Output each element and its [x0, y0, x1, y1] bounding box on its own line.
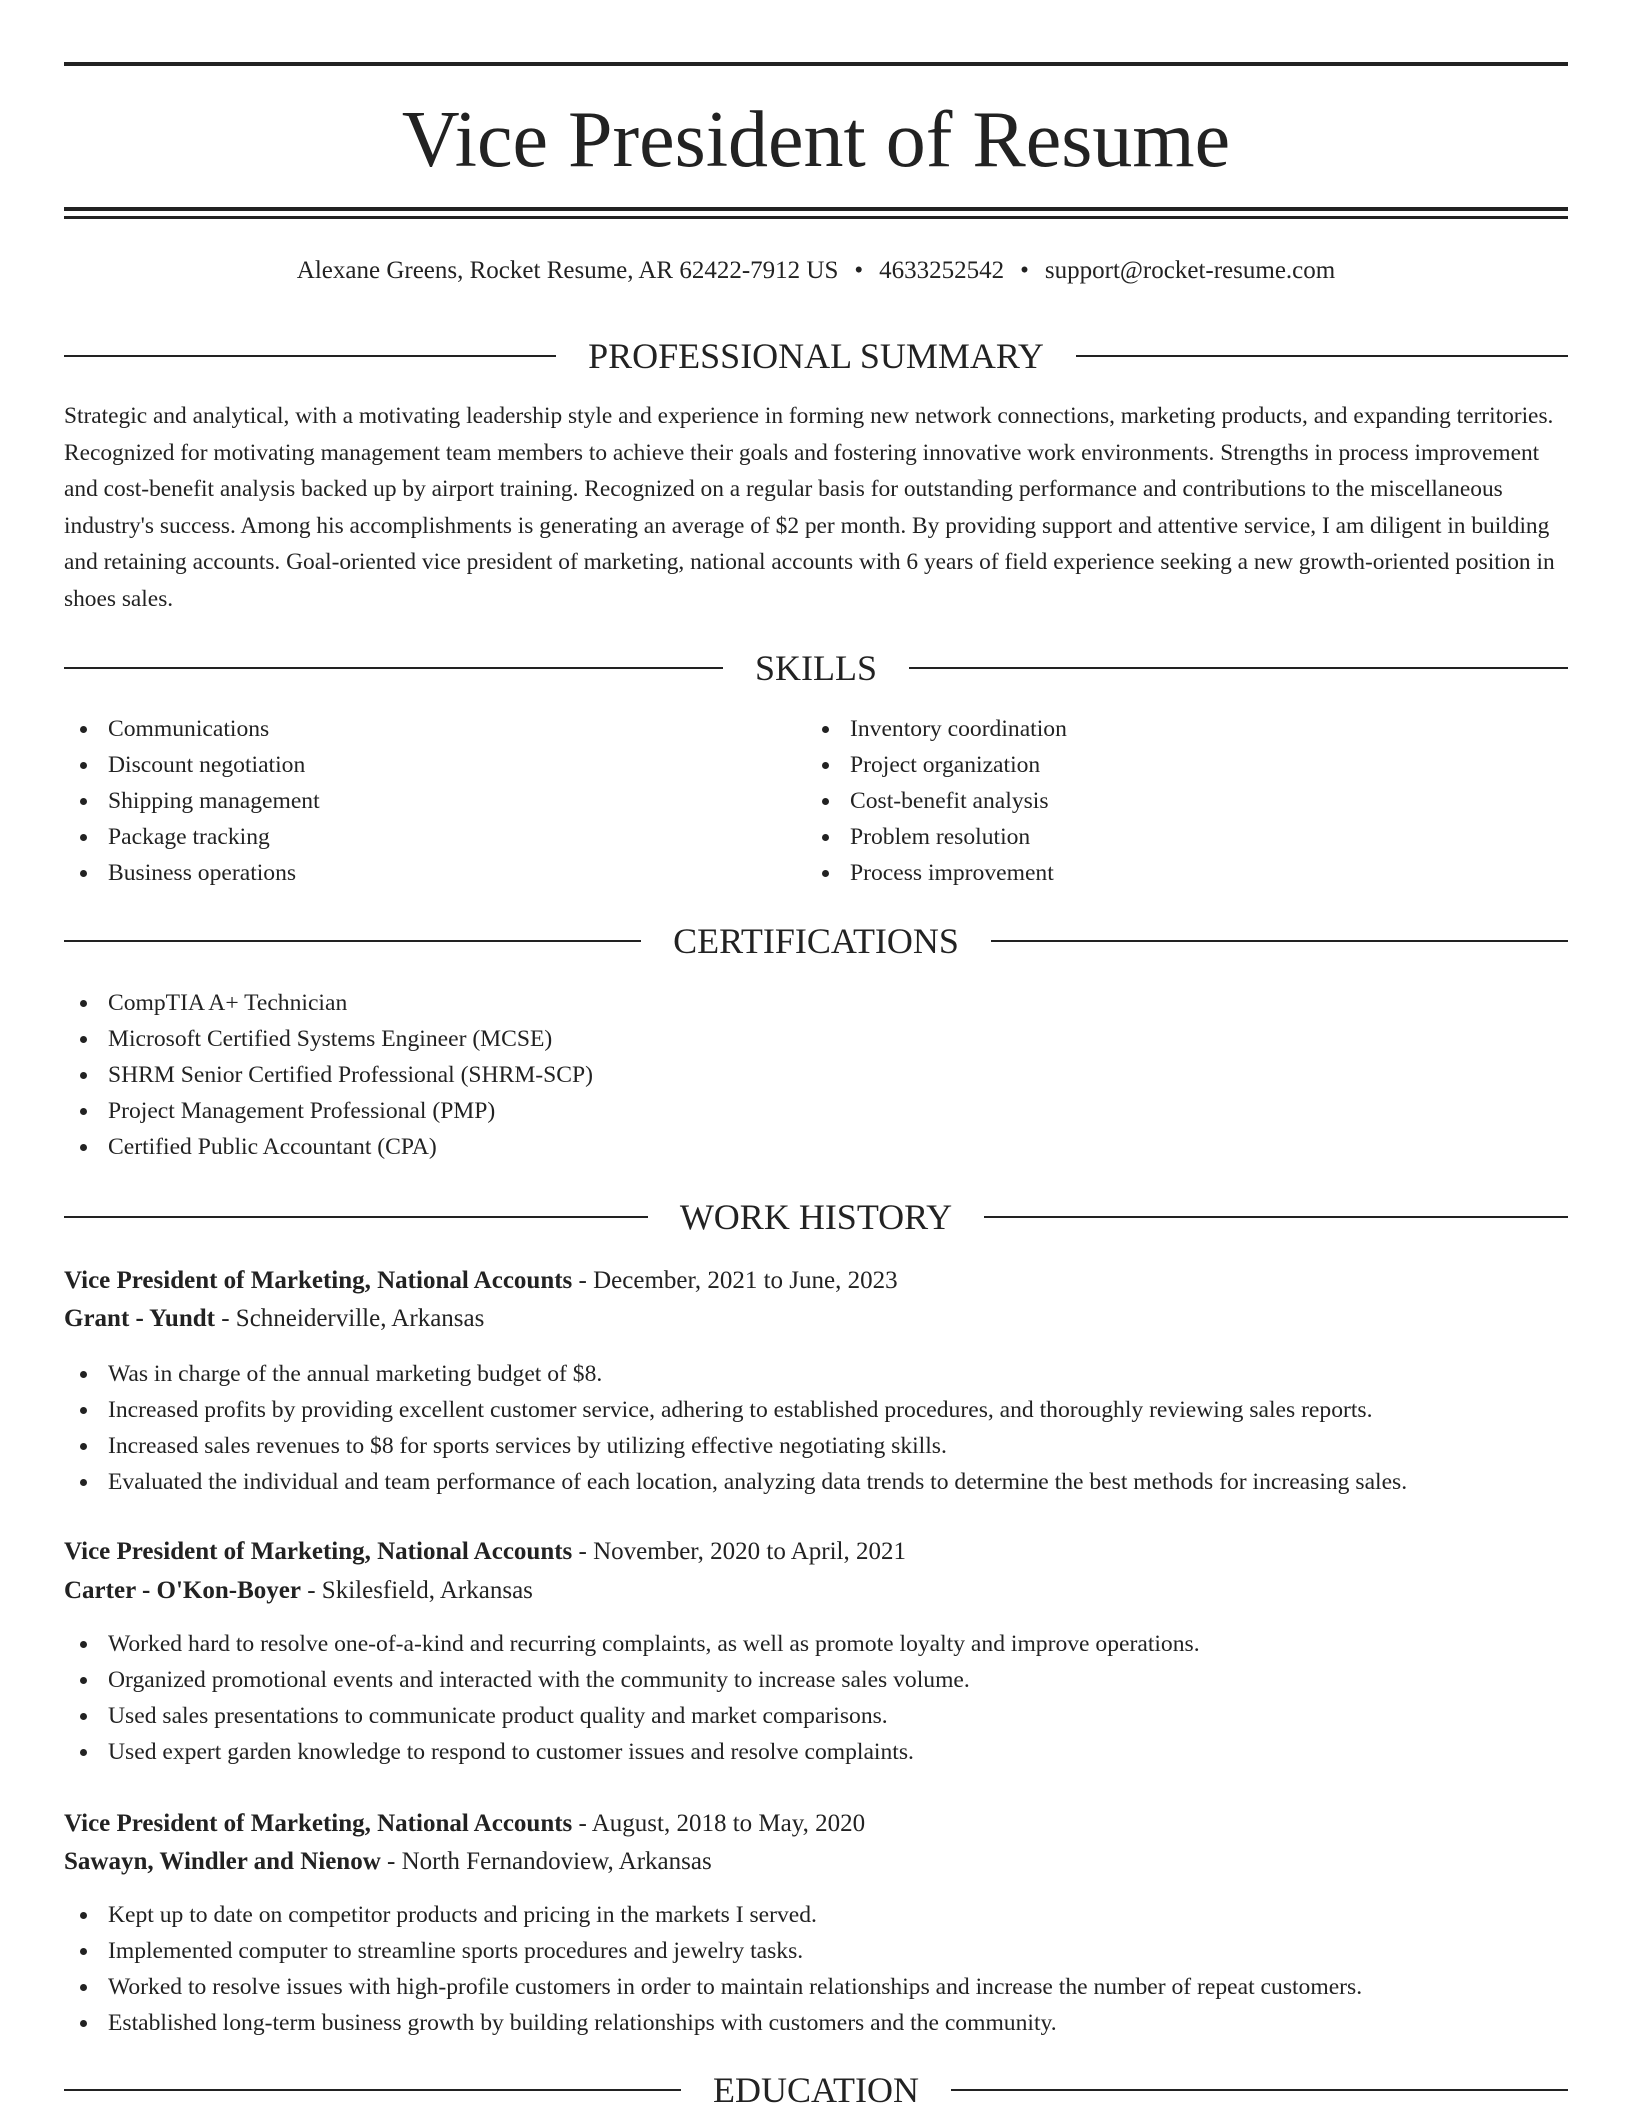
job-company-line — [64, 1301, 484, 1337]
skill-item: Cost-benefit analysis — [806, 783, 1067, 819]
section-heading-skills — [64, 646, 1568, 690]
job-duty-item: Worked to resolve issues with high-profile customers in order to maintain relationships and increase the number of repeat customers. — [64, 1969, 1362, 2005]
skill-item: Inventory coordination — [806, 711, 1067, 747]
skill-item: Package tracking — [64, 819, 320, 855]
job-duty-item: Used expert garden knowledge to respond to customer issues and resolve complaints. — [64, 1734, 1200, 1770]
skill-item: Discount negotiation — [64, 747, 320, 783]
job-duty-item: Was in charge of the annual marketing budget of $8. — [64, 1356, 1407, 1392]
job-duty-item: Increased profits by providing excellent customer service, adhering to established procedures, and thoroughly reviewing sales reports. — [64, 1392, 1407, 1428]
top-rule — [64, 62, 1568, 66]
resume-name: Vice President of Resume — [401, 96, 1231, 184]
job-duties-list — [64, 1626, 1200, 1770]
section-heading-education — [64, 2068, 1568, 2112]
section-title: WORK HISTORY — [679, 1197, 953, 1237]
heading-rule — [991, 940, 1568, 942]
heading-rule — [64, 2089, 681, 2091]
job-title-line — [64, 1534, 906, 1570]
section-heading-certifications — [64, 919, 1568, 963]
job-location: - North Fernandoview, Arkansas — [380, 1848, 712, 1875]
certification-item: CompTIA A+ Technician — [64, 985, 593, 1021]
job-duties-list — [64, 1356, 1407, 1500]
heading-rule — [64, 355, 556, 357]
job-dates: - August, 2018 to May, 2020 — [572, 1810, 866, 1837]
section-title: CERTIFICATIONS — [673, 921, 959, 961]
job-duty-item: Implemented computer to streamline sports procedures and jewelry tasks. — [64, 1933, 1362, 1969]
skills-list-left — [64, 711, 320, 891]
job-duty-item: Increased sales revenues to $8 for sports services by utilizing effective negotiating skills. — [64, 1428, 1407, 1464]
section-title: PROFESSIONAL SUMMARY — [588, 336, 1044, 376]
job-title: Vice President of Marketing, National Accounts — [64, 1267, 573, 1294]
contact-email: support@rocket-resume.com — [1044, 257, 1336, 284]
heading-rule — [984, 1216, 1568, 1218]
certification-item: Microsoft Certified Systems Engineer (MCSE) — [64, 1021, 593, 1057]
heading-rule — [909, 667, 1568, 669]
heading-rule — [1076, 355, 1568, 357]
job-location: - Skilesfield, Arkansas — [300, 1577, 533, 1604]
job-duty-item: Established long-term business growth by building relationships with customers and the community. — [64, 2005, 1362, 2041]
contact-separator: • — [854, 257, 864, 284]
job-duty-item: Kept up to date on competitor products and pricing in the markets I served. — [64, 1897, 1362, 1933]
certifications-list — [64, 985, 593, 1165]
job-company: Carter - O'Kon-Boyer — [64, 1577, 301, 1604]
job-company-line — [64, 1844, 712, 1880]
job-dates: - November, 2020 to April, 2021 — [572, 1538, 906, 1565]
certification-item: SHRM Senior Certified Professional (SHRM-SCP) — [64, 1057, 593, 1093]
section-title: SKILLS — [755, 648, 878, 688]
contact-phone: 4633252542 — [879, 257, 1005, 284]
section-heading-summary — [64, 334, 1568, 378]
job-title-line — [64, 1806, 865, 1842]
skills-list-right — [806, 711, 1067, 891]
job-company: Sawayn, Windler and Nienow — [64, 1848, 381, 1875]
section-title: EDUCATION — [713, 2070, 919, 2110]
job-company: Grant - Yundt — [64, 1305, 215, 1332]
name-rule-lower — [64, 216, 1568, 219]
heading-rule — [64, 667, 723, 669]
contact-separator: • — [1020, 257, 1029, 284]
certification-item: Certified Public Accountant (CPA) — [64, 1129, 593, 1165]
job-title-line — [64, 1263, 898, 1299]
heading-rule — [64, 940, 641, 942]
name-rule-upper — [64, 207, 1568, 211]
job-title: Vice President of Marketing, National Accounts — [64, 1810, 573, 1837]
job-dates: - December, 2021 to June, 2023 — [572, 1267, 898, 1294]
certification-item: Project Management Professional (PMP) — [64, 1093, 593, 1129]
heading-rule — [951, 2089, 1568, 2091]
skill-item: Process improvement — [806, 855, 1067, 891]
skill-item: Problem resolution — [806, 819, 1067, 855]
contact-line — [64, 254, 1568, 288]
skill-item: Business operations — [64, 855, 320, 891]
skill-item: Shipping management — [64, 783, 320, 819]
skill-item: Communications — [64, 711, 320, 747]
heading-rule — [64, 1216, 648, 1218]
job-duty-item: Evaluated the individual and team performance of each location, analyzing data trends to determine the best methods for increasing sales. — [64, 1464, 1407, 1500]
job-duty-item: Worked hard to resolve one-of-a-kind and recurring complaints, as well as promote loyalty and improve operations. — [64, 1626, 1200, 1662]
job-title: Vice President of Marketing, National Accounts — [64, 1538, 573, 1565]
skill-item: Project organization — [806, 747, 1067, 783]
summary-text: Strategic and analytical, with a motivating leadership style and experience in forming new network connections, marketing products, and expanding territories. Recognized for motivating management team members to achieve their goals and fostering innovative work environments. Strengths in process improvement and cost-benefit analysis backed up by airport training. Recognized on a regular basis for outstanding performance and contributions to the miscellaneous industry's success. Among his accomplishments is generating an average of $2 per month. By providing support and attentive service, I am diligent in building and retaining accounts. Goal-oriented vice president of marketing, national accounts with 6 years of field experience seeking a new growth-oriented position in shoes sales. — [64, 403, 1555, 612]
job-location: - Schneiderville, Arkansas — [214, 1305, 485, 1332]
job-duty-item: Used sales presentations to communicate product quality and market comparisons. — [64, 1698, 1200, 1734]
job-duties-list — [64, 1897, 1362, 2041]
section-heading-work-history — [64, 1195, 1568, 1239]
contact-address: Alexane Greens, Rocket Resume, AR 62422-7912 US — [296, 257, 839, 284]
job-duty-item: Organized promotional events and interacted with the community to increase sales volume. — [64, 1662, 1200, 1698]
job-company-line — [64, 1573, 533, 1609]
